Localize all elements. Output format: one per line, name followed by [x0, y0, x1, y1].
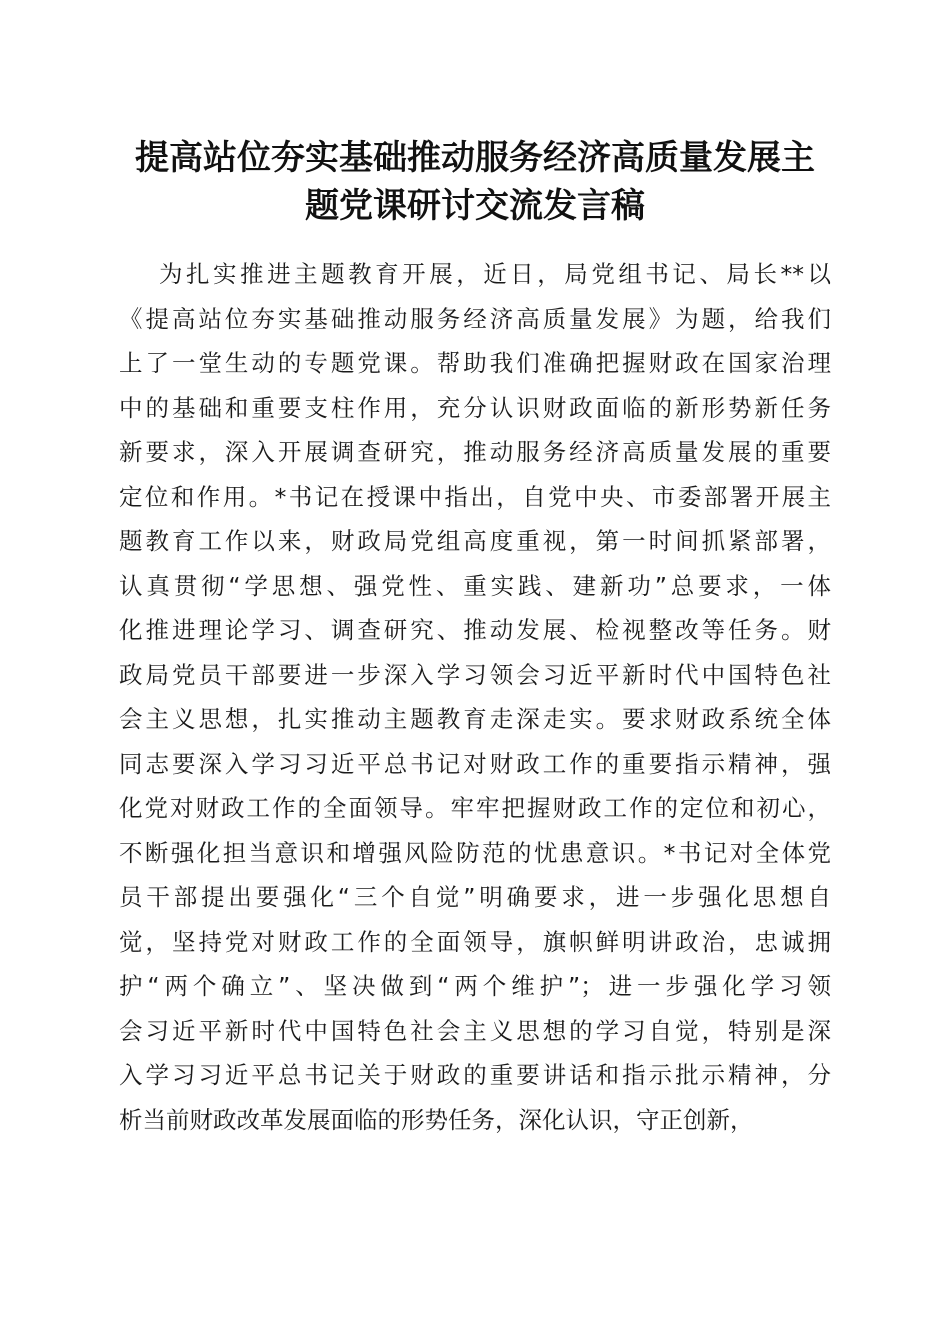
body-line: 入学习习近平总书记关于财政的重要讲话和指示批示精神，分 [119, 1061, 831, 1089]
body-line: 化推进理论学习、调查研究、推动发展、检视整改等任务。财 [119, 616, 831, 644]
body-line: 觉，坚持党对财政工作的全面领导，旗帜鲜明讲政治，忠诚拥 [119, 927, 831, 956]
body-line: 《提高站位夯实基础推动服务经济高质量发展》为题，给我们 [119, 304, 831, 333]
body-line: 护“两个确立”、坚决做到“两个维护”；进一步强化学习领 [119, 972, 831, 1000]
body-line: 同志要深入学习习近平总书记对财政工作的重要指示精神，强 [119, 749, 831, 778]
body-line: 为扎实推进主题教育开展，近日，局党组书记、局长**以 [159, 260, 831, 288]
body-line: 员干部提出要强化“三个自觉”明确要求，进一步强化思想自 [119, 883, 831, 911]
body-line: 上了一堂生动的专题党课。帮助我们准确把握财政在国家治理 [119, 349, 831, 377]
document-title [100, 134, 850, 230]
body-paragraph [119, 252, 831, 1142]
body-line: 会习近平新时代中国特色社会主义思想的学习自觉，特别是深 [119, 1016, 831, 1045]
body-line: 政局党员干部要进一步深入学习领会习近平新时代中国特色社 [119, 660, 831, 689]
title-line-1: 提高站位夯实基础推动服务经济高质量发展主 [135, 138, 815, 178]
body-line: 新要求，深入开展调查研究，推动服务经济高质量发展的重要 [119, 438, 831, 466]
body-line: 会主义思想，扎实推动主题教育走深走实。要求财政系统全体 [119, 705, 831, 733]
body-line: 不断强化担当意识和增强风险防范的忧患意识。*书记对全体党 [119, 838, 831, 867]
body-line: 化党对财政工作的全面领导。牢牢把握财政工作的定位和初心， [119, 794, 831, 822]
body-line: 中的基础和重要支柱作用，充分认识财政面临的新形势新任务 [119, 393, 831, 422]
body-line: 定位和作用。*书记在授课中指出，自党中央、市委部署开展主 [119, 482, 831, 511]
body-line: 认真贯彻“学思想、强党性、重实践、建新功”总要求，一体 [119, 571, 831, 600]
title-line-2: 题党课研讨交流发言稿 [305, 186, 645, 226]
body-line: 析当前财政改革发展面临的形势任务，深化认识，守正创新， [119, 1105, 754, 1134]
body-line: 题教育工作以来，财政局党组高度重视，第一时间抓紧部署， [119, 527, 831, 555]
